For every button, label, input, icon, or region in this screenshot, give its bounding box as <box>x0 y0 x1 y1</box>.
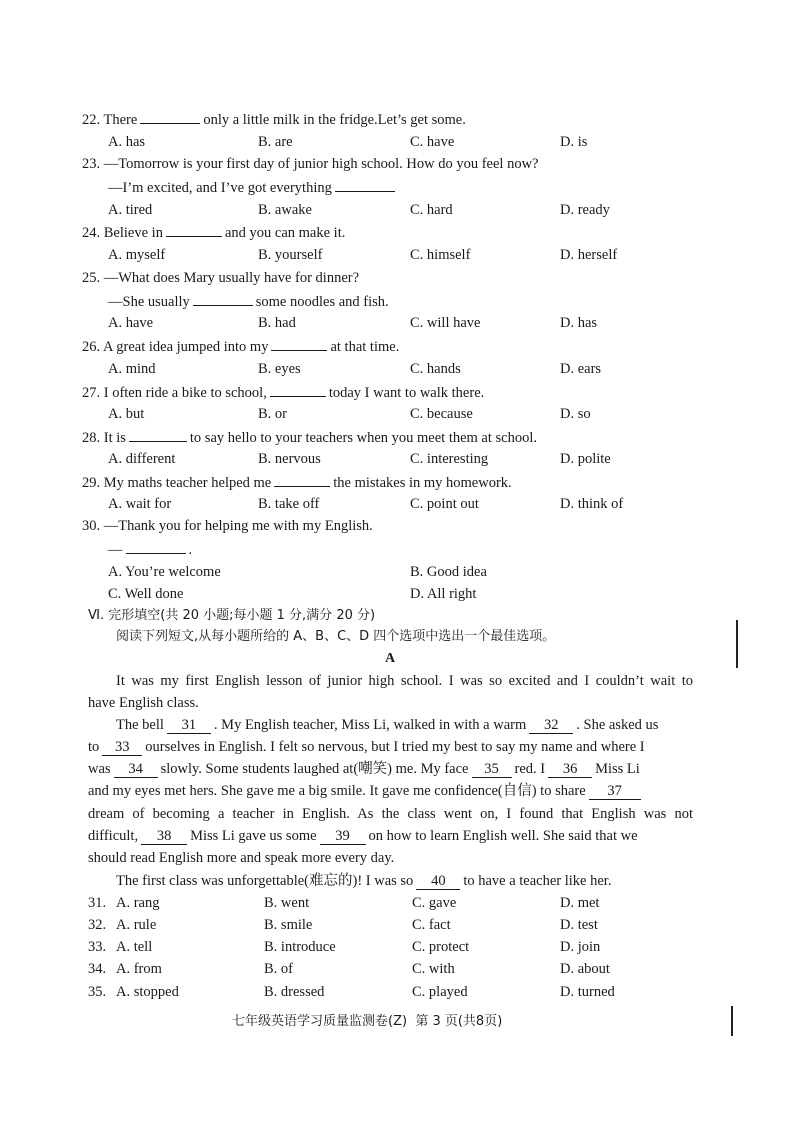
question-26: 26. A great idea jumped into my at that time. <box>82 339 400 355</box>
cloze-blank-40: 40 <box>416 874 460 890</box>
answer-blank <box>335 178 395 192</box>
question-23: 23. —Tomorrow is your first day of junior high school. How do you feel now? <box>82 156 539 172</box>
question-23-reply: —I’m excited, and I’ve got everything <box>108 178 398 197</box>
passage-title: A <box>385 651 396 666</box>
page-footer: 七年级英语学习质量监测卷(Z) 第 3 页(共8页) <box>232 1014 503 1029</box>
passage-line: should read English more and speak more every day. <box>88 850 395 866</box>
question-29: 29. My maths teacher helped me the mistakes in my homework. <box>82 475 512 491</box>
passage-line: and my eyes met hers. She gave me a big smile. It gave me confidence(自信) to share 37 <box>88 782 693 800</box>
question-25: 25. —What does Mary usually have for dinner? <box>82 270 360 286</box>
cloze-blank-36: 36 <box>548 762 592 778</box>
answer-blank <box>270 383 326 397</box>
answer-blank <box>129 428 187 442</box>
cloze-blank-33: 33 <box>102 740 142 756</box>
passage-line: It was my first English lesson of junior high school. I was so excited and I couldn’t wait to <box>116 673 693 689</box>
answer-blank <box>271 337 327 351</box>
cloze-blank-37: 37 <box>589 784 641 800</box>
answer-blank <box>140 110 200 124</box>
passage-line: difficult, 38 Miss Li gave us some 39 on how to learn English well. She said that we <box>88 828 638 844</box>
cloze-blank-39: 39 <box>320 829 366 845</box>
question-27: 27. I often ride a bike to school, today I want to walk there. <box>82 385 485 401</box>
question-22: 22. There only a little milk in the fridge.Let’s get some. <box>82 112 466 128</box>
question-30-reply: — . <box>108 542 193 558</box>
question-24: 24. Believe in and you can make it. <box>82 225 346 241</box>
question-30: 30. —Thank you for helping me with my English. <box>82 518 373 534</box>
exam-page: 22. There only a little milk in the fridge.Let’s get some. A. has B. are C. have D. is 23. —Tomorrow is your first day of junior high school. How do you feel now? —I’m excited, and I’ve got everything A. tired B. awake C. hard D. ready 24. Believe in and you can make it. A. myself B. yourself C. himself D. herself 25. —What does Mary usually have for dinner? —She usually some noodles and fish. A. have B. had C. will have D. has 26. A great idea jumped into my at that time. A. mind B. eyes C. hands D. ears 27. I often ride a bike to school, today I want to walk there. A. but B. or C. because D. so 28. It is to say hello to your teachers when you meet them at school. A. different B. nervous C. interesting D. polite 29. My maths teacher helped me the mistakes in my homework. A. wait for B. take off C. point out D. think of 30. —Thank you for helping me with my English. — . A. You’re welcome B. Good idea C. Well done D. All right Ⅵ. 完形填空(共 20 小题;每小题 1 分,满分 20 分) 阅读下列短文,从每小题所给的 A、B、C、D 四个选项中选出一个最佳选项。 A It was my first English lesson of junior high school. I was so excited and I couldn’t wait to have English class. The bell 31 . My English teacher, Miss Li, walked in with a warm 32 . She asked us to 33 ourselves in English. I felt so nervous, but I tried my best to say my name and where I was 34 slowly. Some students laughed at(嘲笑) me. My face 35 red. I 36 Miss Li and my eyes met hers. She gave me a big smile. It gave me confidence(自信) to share 37 dream of becoming a teacher in English. As the class went on, I found that English was not difficult, 38 Miss Li gave us some 39 on how to learn English well. She said that we should read English more and speak more every day. The first class was unforgettable(难忘的)! I was so 40 to have a teacher like her. 31. A. rang B. went C. gave D. met 32. A. rule B. smile C. fact D. test 33. A. tell B. introduce C. protect D. join 34. A. from B. of C. with D. about 35. A. stopped B. dressed C. played D. turned 七年级英语学习质量监测卷(Z) 第 3 页(共8页) <box>0 0 794 1122</box>
answer-blank <box>193 292 253 306</box>
cloze-blank-34: 34 <box>114 762 158 778</box>
passage-line: was 34 slowly. Some students laughed at(嘲笑) me. My face 35 red. I 36 Miss Li <box>88 761 640 777</box>
passage-line: The bell 31 . My English teacher, Miss Li, walked in with a warm 32 . She asked us <box>116 717 659 733</box>
margin-mark <box>736 620 738 668</box>
answer-blank <box>274 473 330 487</box>
question-28: 28. It is to say hello to your teachers when you meet them at school. <box>82 430 538 446</box>
cloze-blank-32: 32 <box>529 718 573 734</box>
cloze-blank-35: 35 <box>472 762 512 778</box>
passage-line: dream of becoming a teacher in English. As the class went on, I found that English was not <box>88 806 693 822</box>
answer-blank <box>166 223 222 237</box>
answer-blank <box>126 540 186 554</box>
section-instruction: 阅读下列短文,从每小题所给的 A、B、C、D 四个选项中选出一个最佳选项。 <box>116 629 556 644</box>
question-25-reply: —She usually some noodles and fish. <box>108 294 389 310</box>
passage-line: have English class. <box>88 695 199 711</box>
section-heading: Ⅵ. 完形填空(共 20 小题;每小题 1 分,满分 20 分) <box>88 608 376 623</box>
margin-mark <box>731 1006 733 1036</box>
cloze-blank-38: 38 <box>141 829 187 845</box>
passage-line: to 33 ourselves in English. I felt so nervous, but I tried my best to say my name and where I <box>88 739 645 755</box>
passage-line: The first class was unforgettable(难忘的)! I was so 40 to have a teacher like her. <box>116 873 612 889</box>
cloze-blank-31: 31 <box>167 718 211 734</box>
